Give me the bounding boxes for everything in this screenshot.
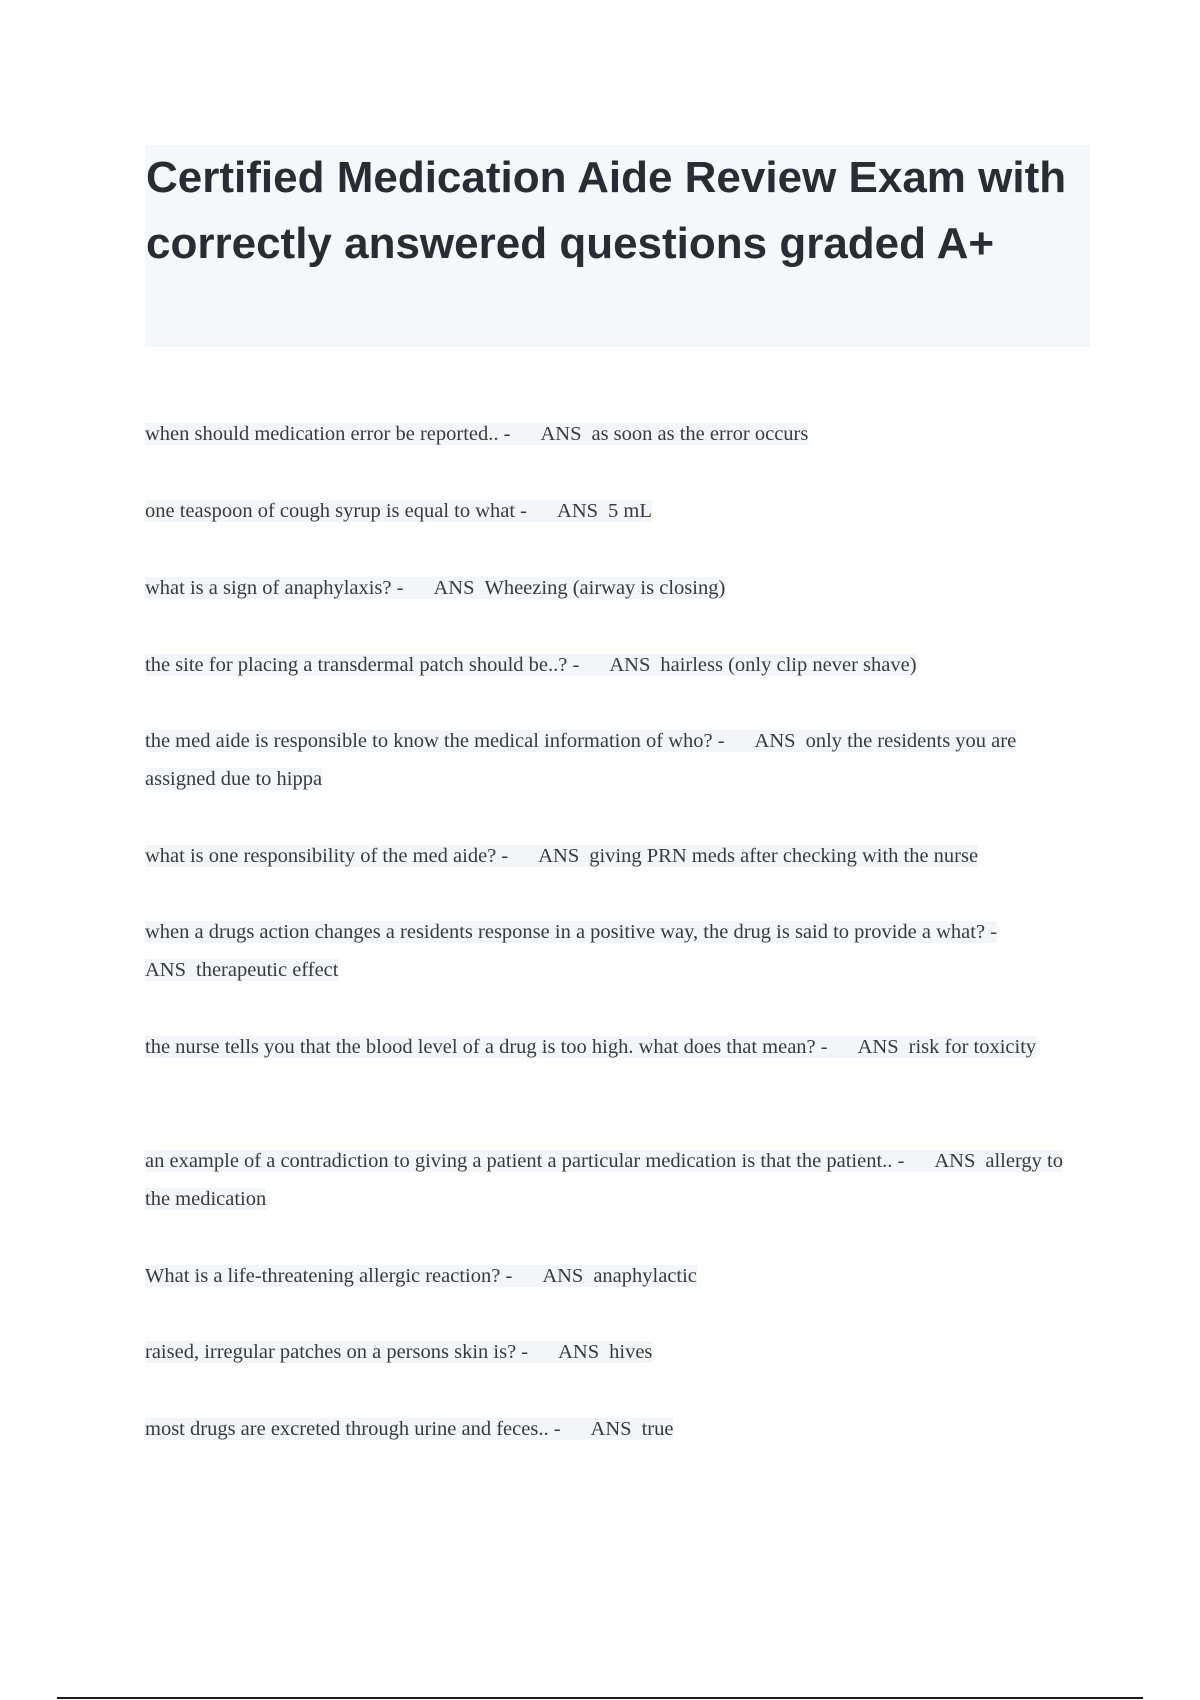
answer-text: risk for toxicity <box>908 1036 1037 1058</box>
qa-item <box>145 646 1080 684</box>
answer-text: therapeutic effect <box>196 959 339 981</box>
answer-text: as soon as the error occurs <box>591 423 809 445</box>
question-text: when should medication error be reported.. - <box>145 423 511 445</box>
answer-text: true <box>641 1418 674 1440</box>
ans-label: ANS <box>540 423 582 445</box>
page-title: Certified Medication Aide Review Exam with correctly answered questions graded A+ <box>146 153 1067 268</box>
qa-item <box>145 913 1080 989</box>
qa-item <box>145 492 1080 530</box>
qa-item <box>145 1257 1080 1295</box>
ans-label: ANS <box>557 500 599 522</box>
ans-label: ANS <box>433 577 475 599</box>
footer-rule <box>57 1697 1143 1699</box>
ans-label: ANS <box>538 845 580 867</box>
ans-label: ANS <box>542 1265 584 1287</box>
qa-item <box>145 1333 1080 1371</box>
question-text: the nurse tells you that the blood level of a drug is too high. what does that mean? - <box>145 1036 828 1058</box>
answer-text: allergy to the medication <box>145 1150 1064 1210</box>
ans-label: ANS <box>558 1341 600 1363</box>
ans-label: ANS <box>857 1036 899 1058</box>
qa-item <box>145 837 1080 875</box>
ans-label: ANS <box>145 959 187 981</box>
qa-item <box>145 1028 1080 1066</box>
answer-text: only the residents you are assigned due to hippa <box>145 730 1017 790</box>
question-text: raised, irregular patches on a persons skin is? - <box>145 1341 529 1363</box>
ans-label: ANS <box>934 1150 976 1172</box>
qa-item <box>145 1142 1080 1218</box>
question-text: What is a life-threatening allergic reaction? - <box>145 1265 513 1287</box>
title-block <box>145 145 1090 347</box>
question-text: what is one responsibility of the med aide? - <box>145 845 509 867</box>
ans-label: ANS <box>590 1418 632 1440</box>
question-text: when a drugs action changes a residents response in a positive way, the drug is said to provide a what? - <box>145 921 998 943</box>
answer-text: anaphylactic <box>593 1265 697 1287</box>
ans-label: ANS <box>609 654 651 676</box>
qa-item <box>145 1410 1080 1448</box>
answer-text: hives <box>609 1341 653 1363</box>
question-text: an example of a contradiction to giving a patient a particular medication is that the patient.. - <box>145 1150 905 1172</box>
answer-text: 5 mL <box>608 500 652 522</box>
question-text: most drugs are excreted through urine and feces.. - <box>145 1418 561 1440</box>
question-text: one teaspoon of cough syrup is equal to what - <box>145 500 528 522</box>
qa-item <box>145 415 1080 453</box>
answer-text: giving PRN meds after checking with the nurse <box>589 845 979 867</box>
qa-item <box>145 722 1080 798</box>
question-text: the site for placing a transdermal patch should be..? - <box>145 654 580 676</box>
ans-label: ANS <box>754 730 796 752</box>
question-text: the med aide is responsible to know the medical information of who? - <box>145 730 725 752</box>
question-text: what is a sign of anaphylaxis? - <box>145 577 404 599</box>
answer-text: hairless (only clip never shave) <box>660 654 917 676</box>
answer-text: Wheezing (airway is closing) <box>484 577 726 599</box>
qa-item <box>145 569 1080 607</box>
